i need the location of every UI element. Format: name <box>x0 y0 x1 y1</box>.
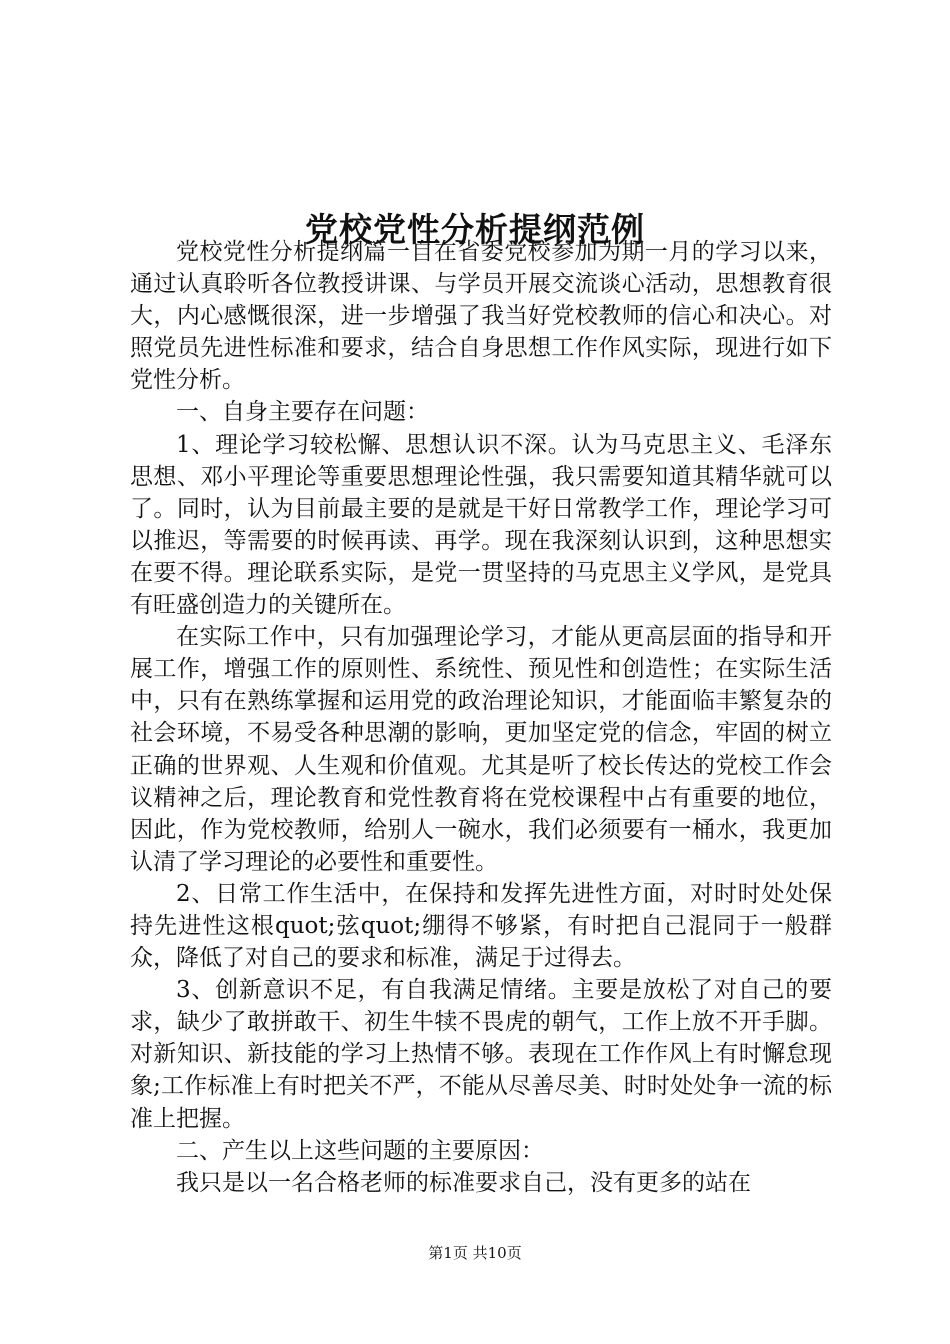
section-heading-causes: 二、产生以上这些问题的主要原因： <box>176 1137 544 1164</box>
paragraph-problem-1: 1、理论学习较松懈、思想认识不深。认为马克思主义、毛泽东思想、邓小平理论等重要思想理论性强，我只需要知道其精华就可以了。同时，认为目前最主要的是就是干好日常教学工作，理论学习可以推迟，等需要的时候再读、再学。现在我深刻认识到，这种思想实在要不得。理论联系实际，是党一贯坚持的马克思主义学风，是党具有旺盛创造力的关键所在。 <box>130 431 832 619</box>
paragraph-intro: 党校党性分析提纲篇一自在省委党校参加为期一月的学习以来，通过认真聆听各位教授讲课、与学员开展交流谈心活动，思想教育很大，内心感慨很深，进一步增强了我当好党校教师的信心和决心。对照党员先进性标准和要求，结合自身思想工作作风实际，现进行如下党性分析。 <box>130 239 832 394</box>
page-footer: 第1页 共10页 <box>428 1244 522 1262</box>
document-title: 党校党性分析提纲范例 <box>305 210 645 250</box>
paragraph-problem-2: 2、日常工作生活中，在保持和发挥先进性方面，对时时处处保持先进性这根quot;弦quot;绷得不够紧，有时把自己混同于一般群众，降低了对自己的要求和标准，满足于过得去。 <box>130 880 832 972</box>
paragraph-causes: 我只是以一名合格老师的标准要求自己，没有更多的站在 <box>176 1169 751 1196</box>
paragraph-problem-1-continued: 在实际工作中，只有加强理论学习，才能从更高层面的指导和开展工作，增强工作的原则性、系统性、预见性和创造性；在实际生活中，只有在熟练掌握和运用党的政治理论知识，才能面临丰繁复杂的社会环境，不易受各种思潮的影响，更加坚定党的信念，牢固的树立正确的世界观、人生观和价值观。尤其是听了校长传达的党校工作会议精神之后，理论教育和党性教育将在党校课程中占有重要的地位，因此，作为党校教师，给别人一碗水，我们必须要有一桶水，我更加认清了学习理论的必要性和重要性。 <box>130 624 832 875</box>
paragraph-problem-3: 3、创新意识不足，有自我满足情绪。主要是放松了对自己的要求，缺少了敢拼敢干、初生牛犊不畏虎的朝气，工作上放不开手脚。对新知识、新技能的学习上热情不够。表现在工作作风上有时懈怠现象;工作标准上有时把关不严，不能从尽善尽美、时时处处争一流的标准上把握。 <box>130 977 832 1132</box>
section-heading-problems: 一、自身主要存在问题： <box>176 399 429 426</box>
document-body <box>130 236 832 1199</box>
